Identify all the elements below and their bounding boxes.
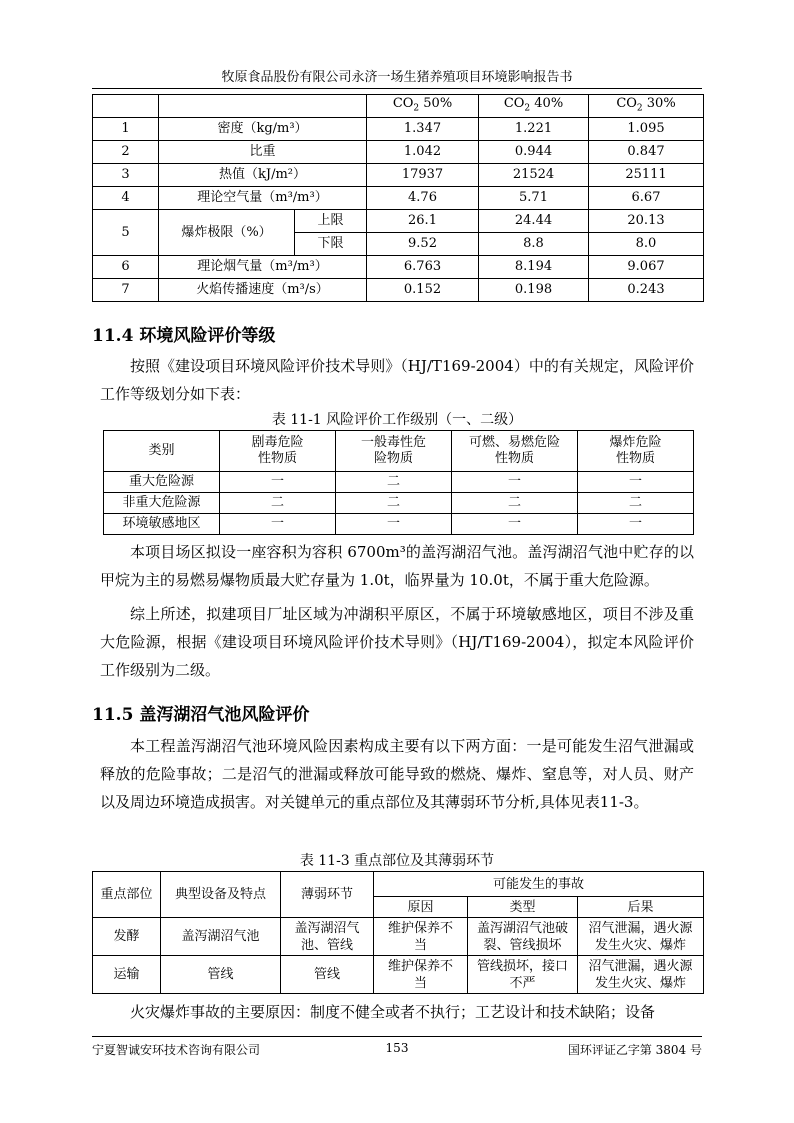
gas-properties-table <box>92 94 704 302</box>
table-row: 运输 管线 管线 维护保养不 当 管线损坏，接口 不严 沼气泄漏，遇火源 发生火灾、爆炸 <box>93 956 704 994</box>
paragraph: 按照《建设项目环境风险评价技术导则》（HJ/T169-2004）中的有关规定，风险评价工作等级划分如下表： <box>100 357 694 403</box>
table-header-row: 重点部位 典型设备及特点 薄弱环节 可能发生的事故 <box>93 872 704 897</box>
table-row: 6 理论烟气量（m³/m³） 6.763 8.194 9.067 <box>93 256 704 279</box>
page-number: 153 <box>385 1041 409 1055</box>
table-row: 下限 9.52 8.8 8.0 <box>93 233 704 256</box>
table-row: 2 比重 1.042 0.944 0.847 <box>93 141 704 164</box>
table-11-3-caption: 表 11-3 重点部位及其薄弱环节 <box>299 853 495 869</box>
col-co2-30: $CO_2$ 30% <box>589 95 704 118</box>
col-co2-40: $CO_2$ 40% <box>479 95 589 118</box>
section-11-5-heading: 11.5 盖泻湖沼气池风险评价 <box>92 705 310 725</box>
footer-certificate: 国环评证乙字第 3804 号 <box>567 1043 702 1057</box>
table-row: 1 密度（kg/m³） 1.347 1.221 1.095 <box>93 118 704 141</box>
paragraph: 本项目场区拟设一座容积为容积 6700m³的盖泻湖沼气池。盖泻湖沼气池中贮存的以甲烷为主的易燃易爆物质最大贮存量为 1.0t，临界量为 10.0t，不属于重大危险源。 <box>100 543 694 589</box>
page-footer <box>92 1036 702 1057</box>
table-row: 4 理论空气量（m³/m³） 4.76 5.71 6.67 <box>93 187 704 210</box>
table-header-row <box>93 95 704 118</box>
footer-company: 宁夏智诚安环技术咨询有限公司 <box>92 1043 261 1057</box>
paragraph: 火灾爆炸事故的主要原因：制度不健全或者不执行；工艺设计和技术缺陷；设备 <box>130 1003 656 1021</box>
table-header-row: 类别 剧毒危险 性物质 一般毒性危 险物质 可燃、易燃危险 性物质 爆炸危险 性物质 <box>104 431 694 472</box>
header-title: 牧原食品股份有限公司永济一场生猪养殖项目环境影响报告书 <box>221 70 573 85</box>
table-row: 3 热值（kJ/m²） 17937 21524 25111 <box>93 164 704 187</box>
table-row: 重大危险源 一 二 一 一 <box>104 472 694 493</box>
table-row: 7 火焰传播速度（m³/s） 0.152 0.198 0.243 <box>93 279 704 302</box>
table-11-1-caption: 表 11-1 风险评价工作级别（一、二级） <box>271 412 523 428</box>
section-11-4-heading: 11.4 环境风险评价等级 <box>92 326 276 346</box>
paragraph: 综上所述，拟建项目厂址区域为冲湖积平原区，不属于环境敏感地区，项目不涉及重大危险源，根据《建设项目环境风险评价技术导则》（HJ/T169-2004），拟定本风险评价工作级别为二级。 <box>100 605 694 679</box>
page-header <box>92 66 702 89</box>
key-parts-table <box>92 871 704 994</box>
table-row: 5 爆炸极限（%） 上限 26.1 24.44 20.13 <box>93 210 704 233</box>
paragraph: 本工程盖泻湖沼气池环境风险因素构成主要有以下两方面：一是可能发生沼气泄漏或释放的危险事故；二是沼气的泄漏或释放可能导致的燃烧、爆炸、窒息等，对人员、财产以及周边环境造成损害。对关键单元的重点部位及其薄弱环节分析,具体见表11-3。 <box>100 737 694 811</box>
risk-level-table <box>103 430 694 535</box>
table-row: 发酵 盖泻湖沼气池 盖泻湖沼气 池、管线 维护保养不 当 盖泻湖沼气池破 裂、管线损坏 沼气泄漏，遇火源 发生火灾、爆炸 <box>93 918 704 956</box>
table-header-row: 原因 类型 后果 <box>93 897 704 918</box>
table-row: 非重大危险源 二 二 二 二 <box>104 493 694 514</box>
col-co2-50: $CO_2$ 50% <box>367 95 479 118</box>
table-row: 环境敏感地区 一 一 一 一 <box>104 514 694 535</box>
